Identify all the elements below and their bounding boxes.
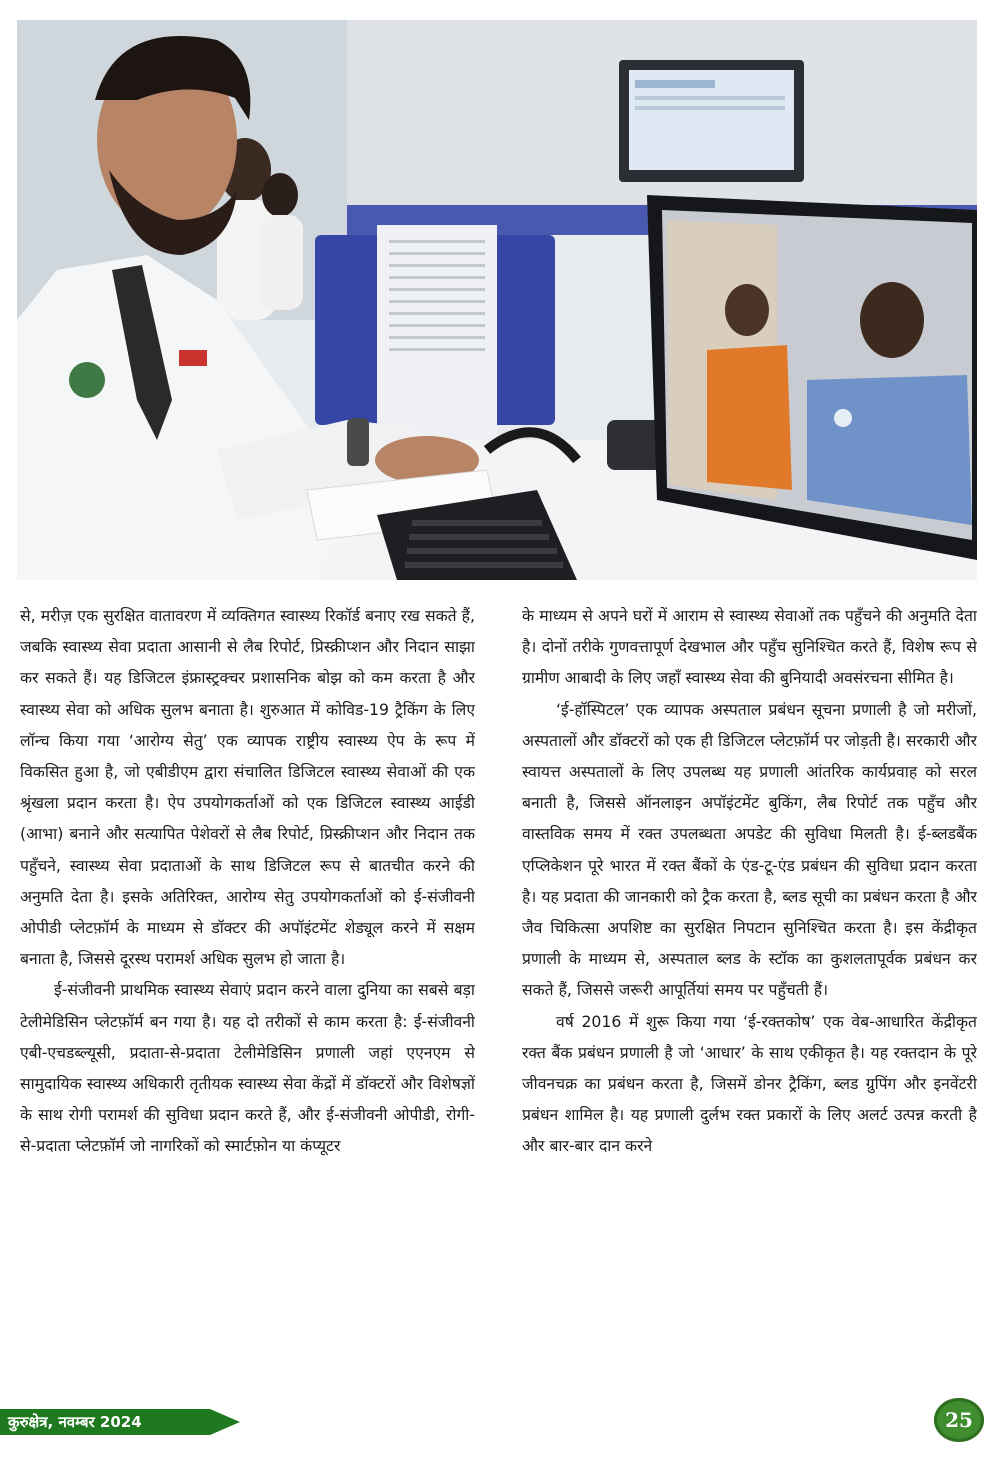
wall-monitor bbox=[619, 60, 804, 182]
paragraph: ‘ई-हॉस्पिटल’ एक व्यापक अस्पताल प्रबंधन सूचना प्रणाली है जो मरीजों, अस्पतालों और डॉक्टरों को एक ही डिजिटल प्लेटफ़ॉर्म पर जोड़ती है। सरकारी और स्वायत्त अस्पतालों के लिए उपलब्ध यह प्रणाली आंतरिक कार्यप्रवाह को सरल बनाती है, जिससे ऑनलाइन अपॉइंटमेंट बुकिंग, लैब रिपोर्ट तक पहुँच और वास्तविक समय में रक्त उपलब्धता अपडेट की सुविधा मिलती है। ई-ब्लडबैंक एप्लिकेशन पूरे भारत में रक्त बैंकों के एंड-टू-एंड प्रबंधन की सुविधा प्रदान करता है। यह प्रदाता की जानकारी को ट्रैक करता है, ब्लड सूची का प्रबंधन करता है और जैव चिकित्सा अपशिष्ट का सुरक्षित निपटान सुनिश्चित करता है। इस केंद्रीकृत प्रणाली के माध्यम से, अस्पताल ब्लड के स्टॉक का कुशलतापूर्वक प्रबंधन कर सकते हैं, जिससे जरूरी आपूर्तियां समय पर पहुँचती हैं। bbox=[522, 699, 977, 1000]
paragraph: के माध्यम से अपने घरों में आराम से स्वास्थ्य सेवाओं तक पहुँचने की अनुमति देता है। दोनों तरीके गुणवत्तापूर्ण देखभाल और पहुँच सुनिश्चित करते हैं, विशेष रूप से ग्रामीण आबादी के लिए जहाँ स्वास्थ्य सेवा की बुनियादी अवसंरचना सीमित है। bbox=[522, 606, 977, 688]
footer-issue: कुरुक्षेत्र, नवम्बर 2024 bbox=[8, 1413, 142, 1431]
article-photo bbox=[17, 20, 977, 580]
paragraph: से, मरीज़ एक सुरक्षित वातावरण में व्यक्तिगत स्वास्थ्य रिकॉर्ड बनाए रख सकते हैं, जबकि स्वास्थ्य सेवा प्रदाता आसानी से लैब रिपोर्ट, प्रिस्क्रीप्शन और निदान साझा कर सकते हैं। यह डिजिटल इंफ्रास्ट्रक्चर प्रशासनिक बोझ को कम करता है और स्वास्थ्य सेवा को अधिक सुलभ बनाता है। शुरुआत में कोविड-19 ट्रैकिंग के लिए लॉन्च किया गया ‘आरोग्य सेतु’ एक व्यापक राष्ट्रीय स्वास्थ्य ऐप के रूप में विकसित हुआ है, जो एबीडीएम द्वारा संचालित डिजिटल स्वास्थ्य सेवाओं की एक श्रृंखला प्रदान करता है। ऐप उपयोगकर्ताओं को एक डिजिटल स्वास्थ्य आईडी (आभा) बनाने और सत्यापित पेशेवरों से लैब रिपोर्ट, प्रिस्क्रीप्शन और निदान तक पहुँचने, स्वास्थ्य सेवा प्रदाताओं के साथ डिजिटल रूप से बातचीत करने की अनुमति देता है। इसके अतिरिक्त, आरोग्य सेतु उपयोगकर्ताओं को ई-संजीवनी ओपीडी प्लेटफ़ॉर्म के माध्यम से डॉक्टर की अपॉइंटमेंट शेड्यूल करने में सक्षम बनाता है, जिससे दूरस्थ परामर्श अधिक सुलभ हो जाता है। bbox=[20, 606, 475, 969]
paragraph: ई-संजीवनी प्राथमिक स्वास्थ्य सेवाएं प्रदान करने वाला दुनिया का सबसे बड़ा टेलीमेडिसिन प्लेटफ़ॉर्म बन गया है। यह दो तरीकों से काम करता है: ई-संजीवनी एबी-एचडब्ल्यूसी, प्रदाता-से-प्रदाता टेलीमेडिसिन प्रणाली जहां एएनएम से सामुदायिक स्वास्थ्य अधिकारी तृतीयक स्वास्थ्य सेवा केंद्रों में डॉक्टरों और विशेषज्ञों के साथ रोगी परामर्श की सुविधा प्रदान करते हैं, और ई-संजीवनी ओपीडी, रोगी-से-प्रदाता प्लेटफ़ॉर्म जो नागरिकों को स्मार्टफ़ोन या कंप्यूटर bbox=[20, 980, 475, 1156]
paragraph: वर्ष 2016 में शुरू किया गया ‘ई-रक्तकोष’ एक वेब-आधारित केंद्रीकृत रक्त बैंक प्रबंधन प्रणाली है जो ‘आधार’ के साथ एकीकृत है। यह रक्तदान के पूरे जीवनचक्र का प्रबंधन करता है, जिसमें डोनर ट्रैकिंग, ब्लड ग्रुपिंग और इनवेंटरी प्रबंधन शामिल है। यह प्रणाली दुर्लभ रक्त प्रकारों के लिए अलर्ट उत्पन्न करती है और बार-बार दान करने bbox=[522, 1011, 977, 1156]
article-column-left bbox=[20, 600, 475, 1395]
page-number: 25 bbox=[945, 1408, 973, 1432]
article-column-right bbox=[522, 600, 977, 1395]
video-call-monitor bbox=[647, 195, 977, 560]
